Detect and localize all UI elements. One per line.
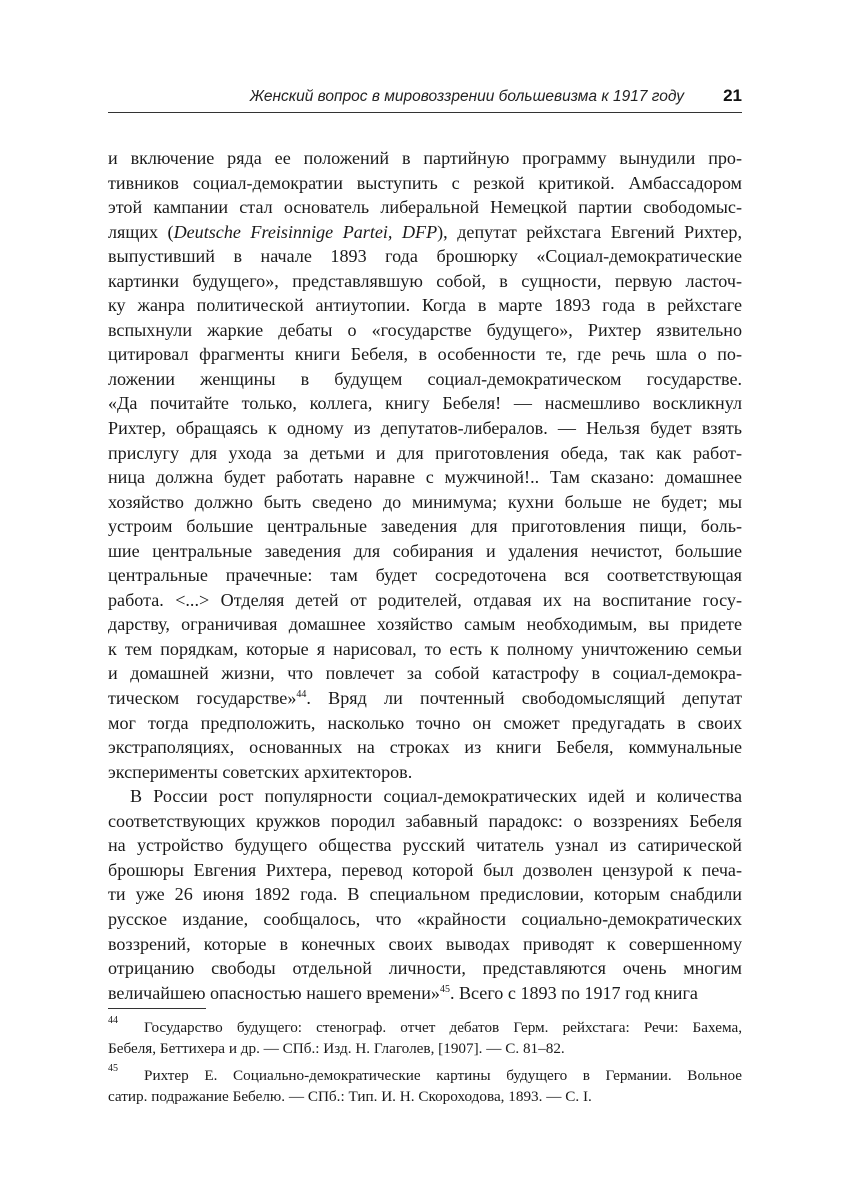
footnote-line: Бебеля, Беттихера и др. — СПб.: Изд. Н. Глаголев, [1907]. — С. 81–82. [108,1040,565,1057]
text-line: ница должна будет работать наравне с мужчиной!.. Там сказано: домашнее [108,467,742,488]
text-line: и домашней жизни, что повлечет за собой катастрофу в социал-демокра- [108,663,742,684]
footnote-number: 45 [108,1063,118,1074]
body-text [108,146,742,1005]
text-line: вспыхнули жаркие дебаты о «государстве будущего», Рихтер язвительно [108,319,742,340]
text-line: этой кампании стал основатель либеральной Немецкой партии свободомыс- [108,197,742,218]
text-line: мог тогда предположить, насколько точно он сможет предугадать в своих [108,712,742,733]
running-header [108,84,742,113]
text-line: тивников социал-демократии выступить с резкой критикой. Амбассадором [108,172,742,193]
text-line: хозяйство должно быть сведено до минимума; кухни больше не будет; мы [108,491,742,512]
text-line [108,686,742,711]
footnote-divider [108,1008,206,1009]
text-line: эксперименты советских архитекторов. [108,761,413,782]
text-line: картинки будущего», представлявшую собой, в сущности, первую ласточ- [108,270,742,291]
text-line: центральные прачечные: там будет сосредоточена вся соответствующая [108,565,742,586]
text-line: ложении женщины в будущем социал-демократическом государстве. [108,368,742,389]
text-line: ти уже 26 июня 1892 года. В специальном предисловии, которым снабдили [108,884,742,905]
footnote [108,1065,742,1107]
text-line [108,981,742,1006]
text-line: прислугу для ухода за детьми и для приготовления обеда, так как работ- [108,442,742,463]
footnote-line: сатир. подражание Бебелю. — СПб.: Тип. И. Н. Скороходова, 1893. — С. I. [108,1088,592,1105]
text-line: отрицанию свободы отдельной личности, представляются очень многим [108,958,742,979]
footnote-line: Рихтер Е. Социально-демократические картины будущего в Германии. Вольное [144,1067,742,1084]
text-line: русское издание, сообщалось, что «крайности социально-демократических [108,908,742,929]
text-line: дарству, ограничивая домашнее хозяйство самым необходимым, вы придете [108,614,742,635]
text-line: экстраполяциях, основанных на строках из книги Бебеля, коммунальные [108,737,742,758]
footnote-ref: 45 [439,983,450,995]
text-line: устроим большие центральные заведения для приготовления пищи, боль- [108,516,742,537]
text-line: «Да почитайте только, коллега, книгу Бебеля! — насмешливо воскликнул [108,393,742,414]
text-run: тическом государстве» [108,688,297,709]
text-line: выпустивший в начале 1893 года брошюрку «Социал-демократические [108,246,742,267]
book-page [108,0,742,1200]
paragraph-1 [108,146,742,784]
page-number: 21 [723,86,742,105]
text-line: Рихтер, обращаясь к одному из депутатов-либералов. — Нельзя будет взять [108,418,742,439]
text-line: на устройство будущего общества русский читатель узнал из сатирической [108,835,742,856]
footnote [108,1017,742,1059]
text-line: к тем порядкам, которые я нарисовал, то есть к полному уничтожению семьи [108,638,742,659]
text-line: и включение ряда ее положений в партийную программу вынудили про- [108,148,742,168]
text-run: ), депутат рейхстага Евгений Рихтер, [437,221,742,242]
italic-text: Deutsche Freisinnige Partei, DFP [173,221,438,242]
footnote-ref: 44 [296,689,307,700]
text-line: брошюры Евгения Рихтера, перевод которой был дозволен цензурой к печа- [108,859,742,880]
text-run: . Вряд ли почтенный свободомыслящий депутат [306,688,742,709]
text-line: цитировал фрагменты книги Бебеля, в особенности те, где речь шла о по- [108,344,742,365]
running-title: Женский вопрос в мировоззрении большевизма к 1917 году [249,88,684,105]
text-line: ку жанра политической антиутопии. Когда в марте 1893 года в рейхстаге [108,295,742,316]
text-run: величайшею опасностью нашего времени» [108,982,440,1003]
footnotes [108,1017,742,1107]
text-line: воззрений, которые в конечных своих выводах приводят к совершенному [108,933,742,954]
text-line: шие центральные заведения для собирания и удаления нечистот, большие [108,540,742,561]
text-line [108,220,742,245]
text-run: лящих ( [108,221,174,242]
paragraph-2 [108,784,742,1005]
text-line: В России рост популярности социал-демократических идей и количества [130,786,742,807]
text-line: соответствующих кружков породил забавный парадокс: о воззрениях Бебеля [108,810,742,831]
footnote-line: Государство будущего: стенограф. отчет дебатов Герм. рейхстага: Речи: Бахема, [144,1019,742,1036]
text-run: . Всего с 1893 по 1917 год книга [449,982,698,1003]
footnote-number: 44 [108,1015,118,1026]
text-line: работа. <...> Отделяя детей от родителей, отдавая их на воспитание госу- [108,589,742,610]
